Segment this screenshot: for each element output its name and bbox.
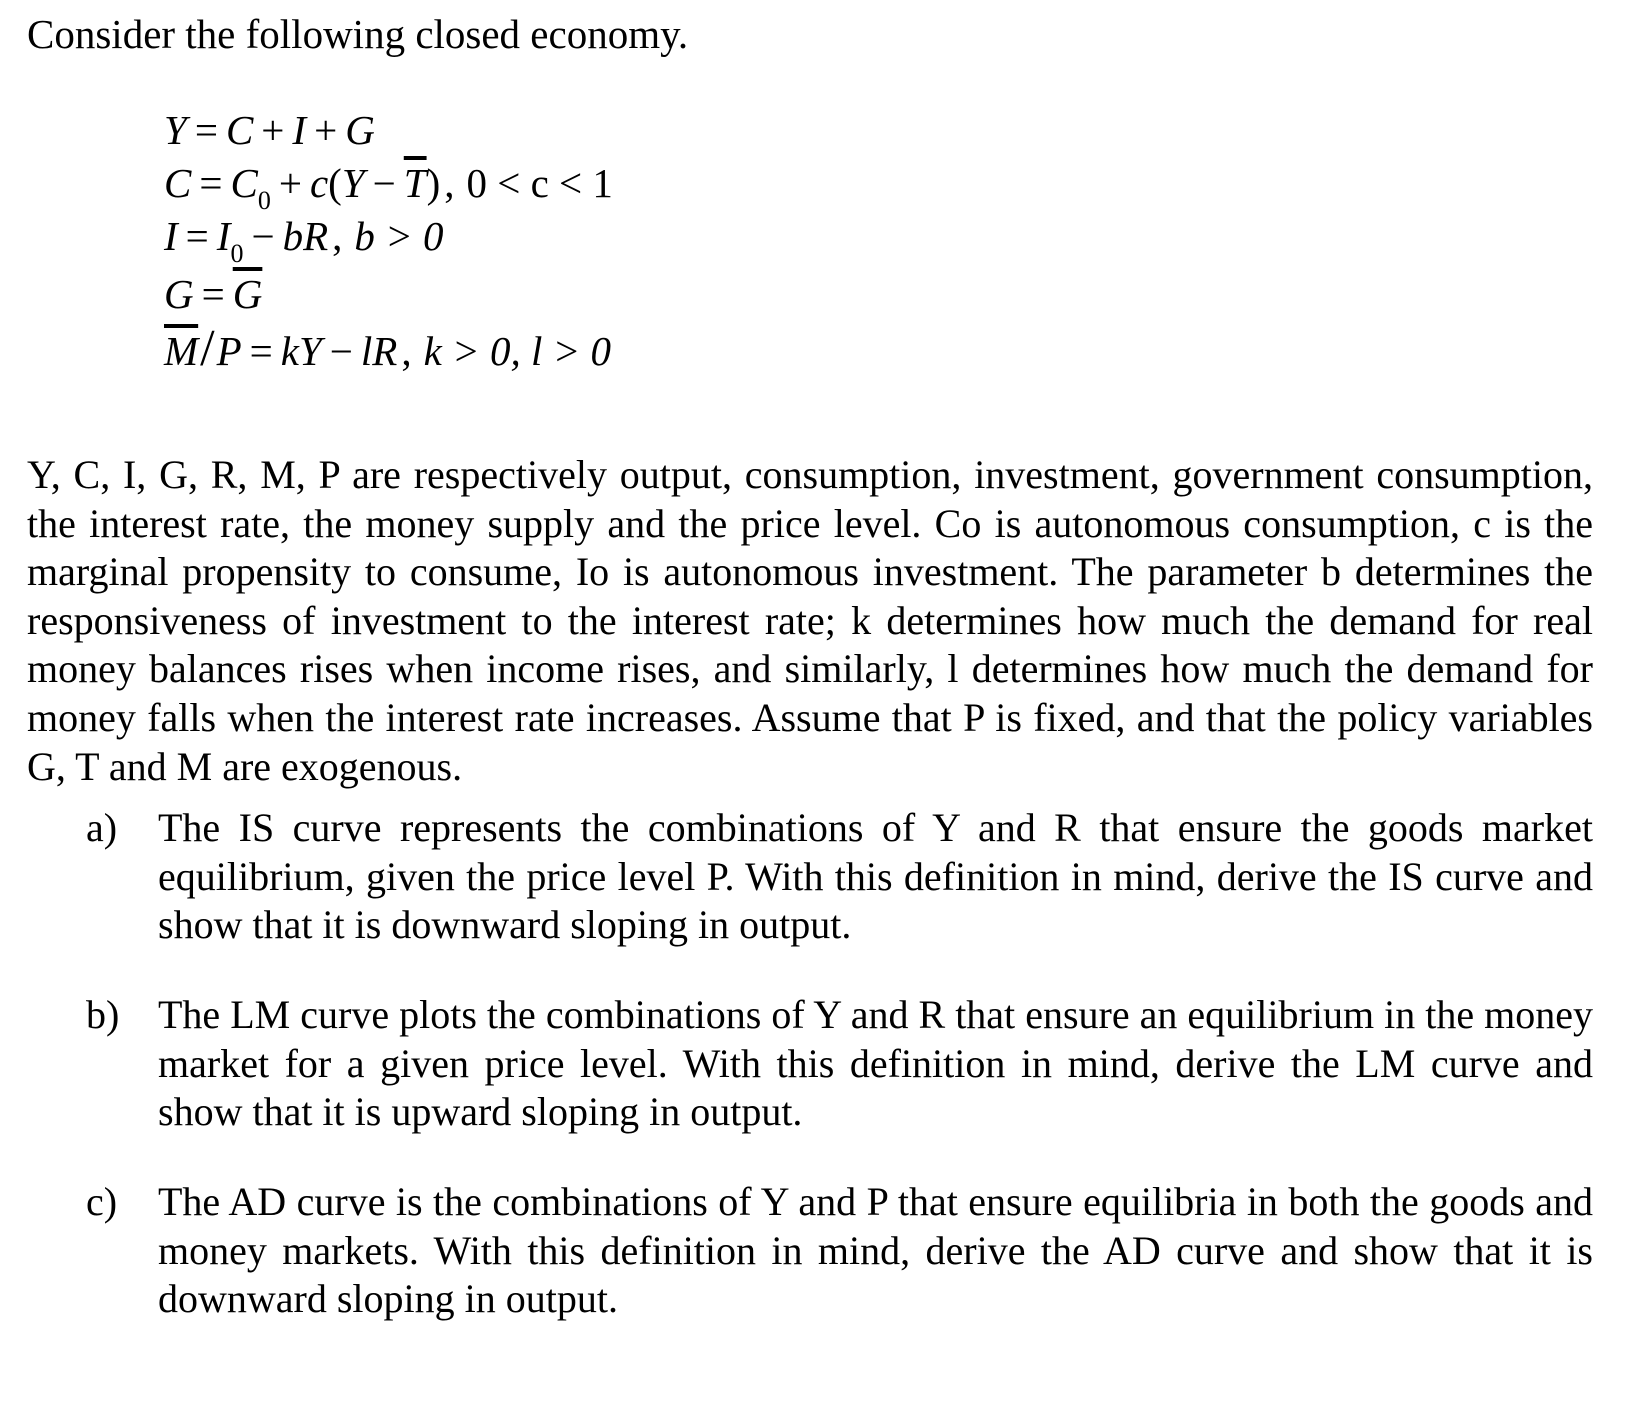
equation-consumption bbox=[164, 157, 613, 215]
eq-operator: = bbox=[185, 213, 209, 259]
eq-symbol: bR bbox=[282, 213, 329, 259]
eq-operator: + bbox=[314, 107, 338, 153]
eq-symbol: I bbox=[164, 213, 178, 259]
eq-operator: − bbox=[329, 328, 353, 374]
question-text: The LM curve plots the combinations of Y and R that ensure an equilibrium in the money market for a given price level. With this definition in mind, derive the LM curve and show that it is upward sloping in output. bbox=[158, 992, 1593, 1135]
eq-operator: = bbox=[249, 328, 273, 374]
eq-operator: − bbox=[372, 160, 396, 206]
eq-symbol: G bbox=[345, 107, 375, 153]
equation-money-market bbox=[164, 320, 612, 377]
question-marker: a) bbox=[86, 805, 118, 850]
eq-subscript: 0 bbox=[257, 186, 271, 215]
eq-paren: ) bbox=[426, 160, 441, 206]
eq-operator: = bbox=[201, 271, 225, 317]
eq-symbol: C bbox=[225, 107, 254, 153]
question-b bbox=[86, 991, 1593, 1137]
question-c bbox=[86, 1178, 1593, 1324]
question-text: The AD curve is the combinations of Y and P that ensure equilibria in both the goods and money markets. With this definition in mind, derive the AD curve and show that it is downward sloping in output. bbox=[158, 1179, 1593, 1322]
eq-condition: b > 0 bbox=[354, 213, 444, 259]
equation-output-identity bbox=[164, 104, 375, 156]
eq-symbol: c bbox=[309, 160, 329, 206]
variable-description-paragraph: Y, C, I, G, R, M, P are respectively output, consumption, investment, government consumption, the interest rate, the money supply and the price level. Co is autonomous consumption, c is the marginal propensity to consume, Io is autonomous investment. The parameter b determines the responsiveness of investment to the interest rate; k determines how much the demand for real money balances rises when income rises, and similarly, l determines how much the demand for money falls when the interest rate increases. Assume that P is fixed, and that the policy variables G, T and M are exogenous. bbox=[27, 452, 1593, 789]
eq-subscript: 0 bbox=[230, 239, 244, 268]
eq-symbol: C bbox=[230, 160, 258, 206]
eq-symbol: Y bbox=[341, 160, 365, 206]
eq-operator: = bbox=[194, 107, 218, 153]
eq-separator: , bbox=[444, 160, 455, 206]
eq-symbol: kY bbox=[280, 328, 322, 374]
eq-symbol: lR bbox=[360, 328, 398, 374]
question-a bbox=[86, 804, 1593, 950]
eq-condition: l > 0 bbox=[530, 328, 612, 374]
question-marker: c) bbox=[86, 1179, 118, 1224]
eq-condition: k > 0, bbox=[423, 328, 521, 374]
eq-symbol: C bbox=[164, 160, 192, 206]
question-text: The IS curve represents the combinations of Y and R that ensure the goods market equilibrium, given the price level P. With this definition in mind, derive the IS curve and show that it is downward sloping in output. bbox=[158, 805, 1593, 948]
equation-government bbox=[164, 268, 262, 320]
eq-symbol: I bbox=[216, 213, 231, 259]
question-marker: b) bbox=[86, 992, 120, 1037]
eq-symbol-bar: $\overline{M}$ bbox=[164, 328, 199, 374]
eq-symbol: I bbox=[292, 107, 307, 153]
eq-operator: + bbox=[278, 160, 302, 206]
eq-symbol-bar: $\overline{T}$ bbox=[403, 160, 427, 206]
eq-operator: − bbox=[251, 213, 275, 259]
eq-separator: , bbox=[332, 213, 343, 259]
eq-operator: + bbox=[261, 107, 285, 153]
equation-investment bbox=[164, 210, 444, 268]
eq-separator: , bbox=[401, 328, 412, 374]
eq-paren: ( bbox=[328, 160, 342, 206]
eq-condition: 0 < c < 1 bbox=[466, 160, 613, 206]
eq-symbol: Y bbox=[164, 107, 187, 153]
eq-symbol-bar: $\overline{G}$ bbox=[232, 271, 263, 317]
eq-symbol: P bbox=[216, 328, 242, 374]
eq-slash: / bbox=[200, 320, 215, 377]
eq-operator: = bbox=[199, 160, 223, 206]
intro-text: Consider the following closed economy. bbox=[27, 11, 689, 57]
eq-symbol: G bbox=[164, 271, 194, 317]
